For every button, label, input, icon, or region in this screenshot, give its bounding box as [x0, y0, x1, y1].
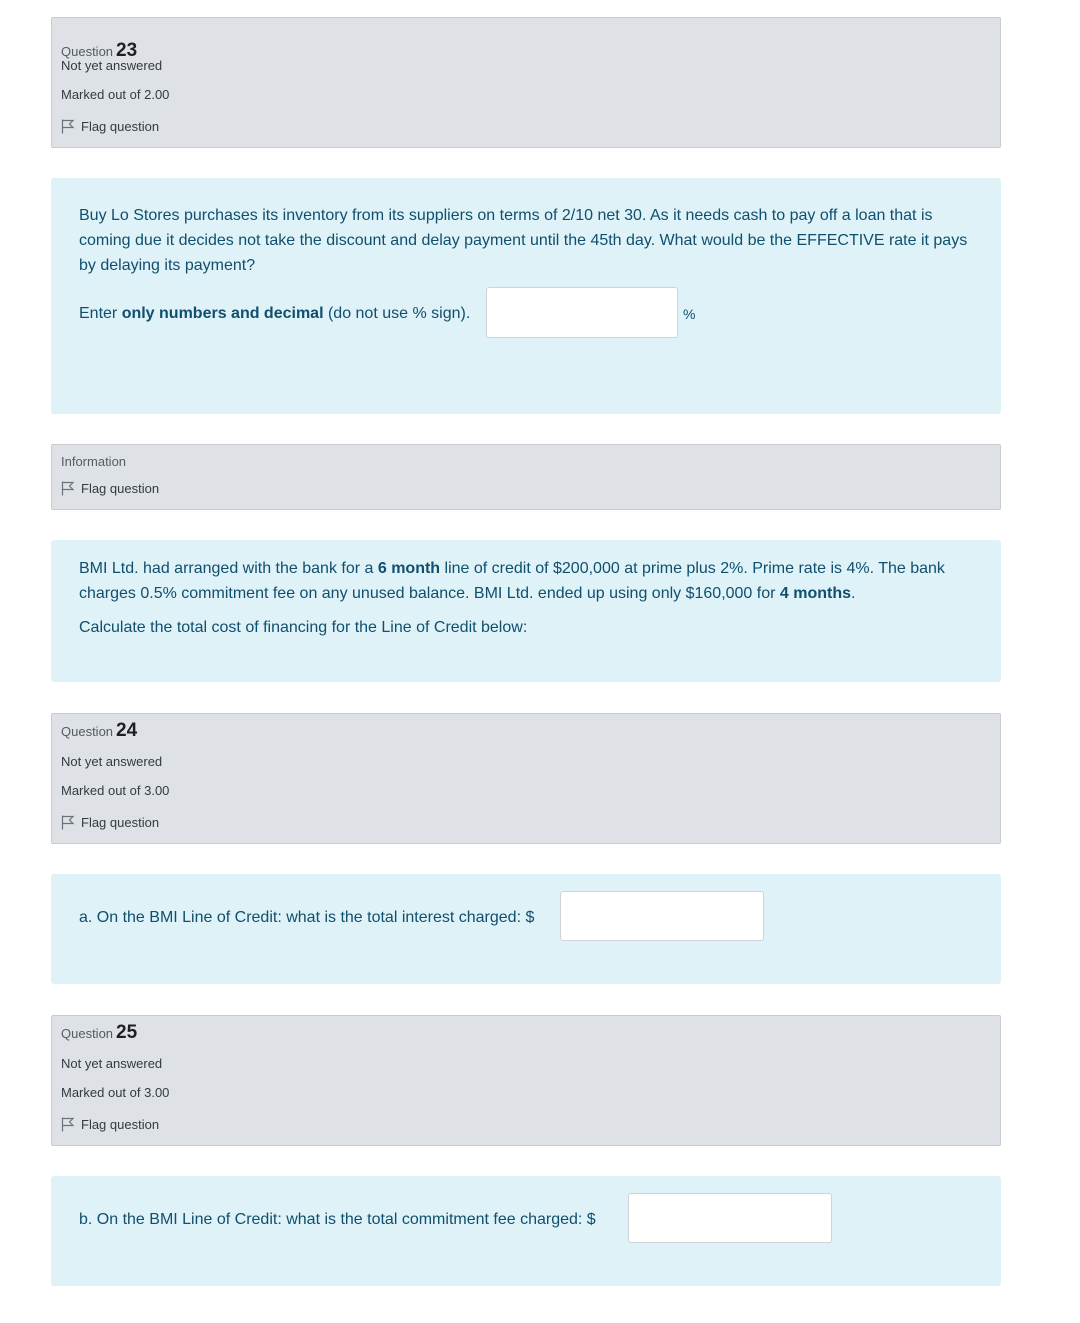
percent-unit: %	[683, 306, 696, 322]
flag-question-button[interactable]	[61, 1117, 159, 1132]
question-label: Question	[61, 44, 114, 59]
flag-question-label: Flag question	[81, 815, 160, 830]
flag-icon	[61, 815, 75, 830]
question-marks: Marked out of 2.00	[61, 87, 170, 102]
question-number: 23	[116, 40, 138, 61]
question-text: b. On the BMI Line of Credit: what is the total commitment fee charged: $	[79, 1211, 596, 1228]
flag-question-label: Flag question	[81, 119, 160, 134]
question-25-info	[51, 1015, 1001, 1146]
answer-prompt	[79, 301, 470, 326]
flag-icon	[61, 1117, 75, 1132]
question-24-info	[51, 713, 1001, 844]
question-number: 25	[116, 1022, 138, 1043]
question-number: 24	[116, 720, 138, 741]
information-instruction: Calculate the total cost of financing for the Line of Credit below:	[79, 619, 528, 636]
flag-question-label: Flag question	[81, 481, 160, 496]
question-23-content	[51, 178, 1001, 414]
prompt-bold: only numbers and decimal	[121, 305, 324, 322]
question-23-info	[51, 17, 1001, 148]
information-label: Information	[61, 454, 127, 469]
info-text-part-3: .	[851, 585, 856, 602]
info-text-part-1: BMI Ltd. had arranged with the bank for a	[79, 560, 378, 577]
info-text-bold-1: 6 month	[377, 560, 441, 577]
answer-input-commitment-fee[interactable]	[628, 1193, 832, 1243]
flag-question-button[interactable]	[61, 815, 159, 830]
information-content	[51, 540, 1001, 682]
flag-question-label: Flag question	[81, 1117, 160, 1132]
flag-icon	[61, 119, 75, 134]
question-marks: Marked out of 3.00	[61, 783, 170, 798]
question-25-content	[51, 1176, 1001, 1286]
answer-input-total-interest[interactable]	[560, 891, 764, 941]
question-25-title	[61, 1022, 137, 1044]
question-marks: Marked out of 3.00	[61, 1085, 170, 1100]
flag-question-button[interactable]	[61, 481, 159, 496]
flag-question-button[interactable]	[61, 119, 159, 134]
information-info	[51, 444, 1001, 510]
info-text-part-2: line of credit of $200,000 at prime plus 2%. Prime rate is 4%. The bank charges 0.5% commitment fee on any unused balance. BMI Ltd. ended up using only $160,000 for	[79, 560, 945, 602]
info-text-bold-2: 4 months	[779, 585, 852, 602]
question-text: Buy Lo Stores purchases its inventory from its suppliers on terms of 2/10 net 30. As it needs cash to pay off a loan that is coming due it decides not take the discount and delay payment until the 45th day. What would be the EFFECTIVE rate it pays by delaying its payment?	[79, 207, 968, 274]
question-24-title	[61, 720, 137, 742]
question-state: Not yet answered	[61, 58, 163, 73]
prompt-pre: Enter	[79, 305, 122, 322]
information-text	[79, 556, 959, 606]
question-label: Question	[61, 724, 114, 739]
question-state: Not yet answered	[61, 1056, 163, 1071]
question-text: a. On the BMI Line of Credit: what is the total interest charged: $	[79, 909, 535, 926]
question-state: Not yet answered	[61, 754, 163, 769]
flag-icon	[61, 481, 75, 496]
question-24-content	[51, 874, 1001, 984]
answer-input-effective-rate[interactable]	[486, 287, 678, 338]
prompt-post: (do not use % sign).	[323, 305, 471, 322]
question-label: Question	[61, 1026, 114, 1041]
